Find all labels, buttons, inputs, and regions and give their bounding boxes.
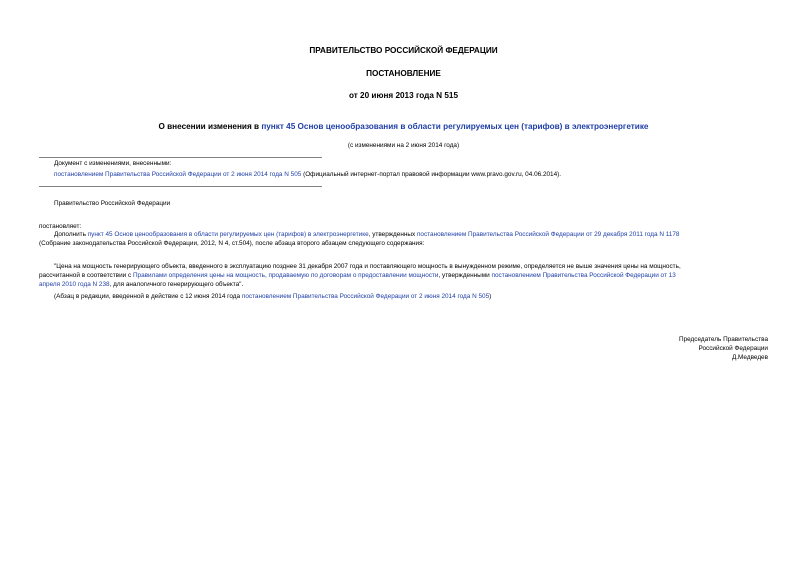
government-line: Правительство Российской Федерации [54,200,171,207]
note-text-b: ) [489,293,492,300]
signature-name: Д.Медведев [731,354,768,361]
title-link-point-45[interactable]: пункт 45 Основ ценообразования в области регулируемых цен (тарифов) в электроэнергетике [261,122,649,131]
q2-text-a: рассчитанной в соответствии с [39,272,133,279]
note-text-a: (Абзац в редакции, введенной в действие с 12 июня 2014 года [54,293,242,300]
quote-line-2 [39,272,676,280]
q2-link-rules[interactable]: Правилами определения цены на мощность, продаваемую по договорам о предоставлении мощности [132,272,439,279]
document-subtitle: (с изменениями на 2 июня 2014 года) [347,142,460,149]
resolves-line: постановляет: [39,223,82,230]
changes-box-entry [54,171,561,179]
edition-note [54,293,491,301]
p1-link-point-45[interactable]: пункт 45 Основ ценообразования в области регулируемых цен (тарифов) в электроэнергетике [87,231,369,238]
quote-line-3 [39,281,243,289]
signature-title-line-1: Председатель Правительства [679,336,768,343]
document-type-heading: ПОСТАНОВЛЕНИЕ [366,69,441,78]
changes-box-link-505[interactable]: постановлением Правительства Российской Федерации от 2 июня 2014 года N 505 [54,171,302,178]
q2-text-b: , утвержденными [438,272,492,279]
document-title [0,122,807,131]
p1-link-1178[interactable]: постановлением Правительства Российской Федерации от 29 декабря 2011 года N 1178 [416,231,680,238]
changes-box-source: (Официальный интернет-портал правовой информации www.pravo.gov.ru, 04.06.2014). [301,171,562,178]
title-prefix: О внесении изменения в [158,122,262,131]
q2-link-238-part1[interactable]: постановлением Правительства Российской Федерации от 13 [491,272,676,279]
signature-title-line-2: Российской Федерации [698,345,768,352]
p1-text-b: , утвержденных [368,231,417,238]
q3-text: , для аналогичного генерирующего объекта". [109,281,244,288]
changes-box-label: Документ с изменениями, внесенными: [54,160,172,167]
changes-box-top-divider [39,157,322,158]
p1-text-a: Дополнить [54,231,88,238]
government-heading: ПРАВИТЕЛЬСТВО РОССИЙСКОЙ ФЕДЕРАЦИИ [309,46,498,55]
changes-box-bottom-divider [39,186,322,187]
q3-link-238-part2[interactable]: апреля 2010 года N 238 [39,281,110,288]
paragraph-1-line-1 [54,231,679,239]
paragraph-1-line-2: (Собрание законодательства Российской Федерации, 2012, N 4, ст.504), после абзаца второго абзацем следующего содержания: [39,240,425,247]
quote-line-1: "Цена на мощность генерирующего объекта, введенного в эксплуатацию позднее 31 декабря 2007 года и поставляющего мощность в вынужденном режиме, определяется не выше значения цены на мощность, [54,263,681,270]
note-link-505[interactable]: постановлением Правительства Российской Федерации от 2 июня 2014 года N 505 [241,293,490,300]
document-date-number: от 20 июня 2013 года N 515 [348,91,459,100]
